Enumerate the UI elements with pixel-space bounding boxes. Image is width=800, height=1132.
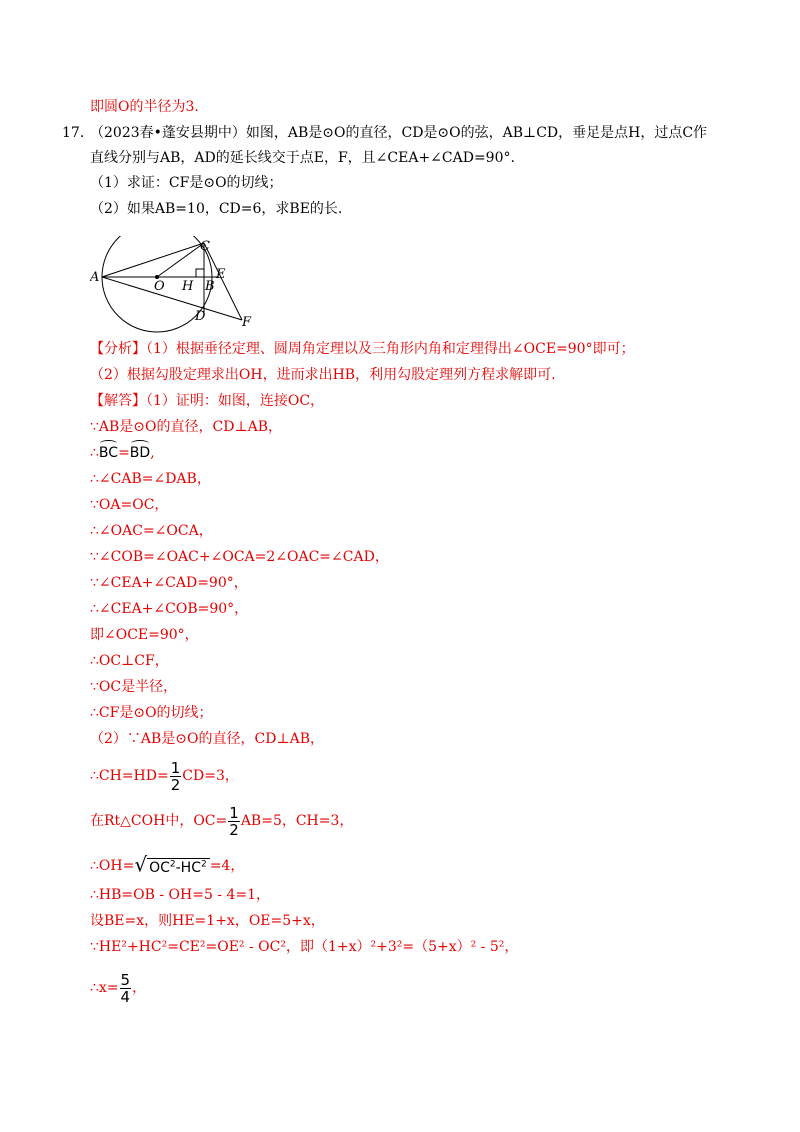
fraction-denominator: 2 — [170, 775, 181, 794]
problem-line-2: 直线分别与AB，AD的延长线交于点E，F，且∠CEA+∠CAD=90°. — [90, 150, 515, 166]
problem-line-1 — [90, 124, 707, 142]
previous-answer: 即圆O的半径为3. — [90, 99, 199, 115]
radicand-oc: OC — [149, 859, 170, 876]
fraction-five-quarters — [120, 972, 132, 1005]
solution-step-8: ∴∠CEA+∠COB=90°， — [90, 601, 249, 617]
fraction-one-half-2 — [228, 805, 240, 838]
radicand-hc: -HC — [175, 859, 201, 876]
x-prefix: ∴x= — [90, 980, 119, 996]
oh-prefix: ∴OH= — [90, 857, 135, 874]
solution-intro — [90, 392, 324, 410]
solution-tag: 【解答】 — [90, 393, 146, 409]
solution-step-5: ∴∠OAC=∠OCA， — [90, 523, 213, 539]
label-f: F — [242, 315, 252, 330]
part2-step-8 — [90, 970, 146, 1006]
part2-step-7: ∵HE²+HC²=CE²=OE² - OC²，即（1+x）²+3²=（5+x）² - 5²， — [90, 939, 519, 955]
label-e: E — [216, 267, 226, 282]
fraction-numerator-5: 5 — [120, 970, 131, 989]
question-2: （2）如果AB=10，CD=6，求BE的长. — [90, 201, 343, 217]
label-b: B — [205, 279, 215, 294]
therefore-symbol: ∴ — [90, 445, 99, 461]
label-h: H — [182, 279, 194, 294]
ch-hd-prefix: ∴CH=HD= — [90, 768, 169, 784]
solution-step-10: ∴OC⊥CF， — [90, 653, 169, 669]
label-a: A — [90, 270, 100, 285]
analysis-line-1 — [90, 340, 635, 358]
solution-step-3: ∴∠CAB=∠DAB， — [90, 471, 211, 487]
sqrt-expression — [134, 850, 209, 882]
right-angle-mark — [196, 269, 204, 277]
arc-bc: BC — [98, 445, 119, 461]
solution-step-4: ∵OA=OC， — [90, 497, 169, 513]
problem-statement-1: 如图，AB是⊙O的直径，CD是⊙O的弦，AB⊥CD，垂足是点H，过点C作 — [245, 125, 708, 141]
line-oc — [157, 243, 204, 277]
question-1: （1）求证：CF是⊙O的切线； — [90, 175, 283, 191]
radicand — [147, 858, 210, 876]
fraction-denominator-2: 2 — [229, 820, 239, 839]
line-af — [102, 277, 242, 320]
radicand-sup-1: 2 — [169, 859, 176, 869]
solution-intro-text: （1）证明：如图，连接OC， — [146, 393, 325, 409]
solution-step-12: ∴CF是⊙O的切线； — [90, 705, 213, 721]
fraction-numerator: 1 — [170, 758, 181, 777]
solution-step-6: ∵∠COB=∠OAC+∠OCA=2∠OAC=∠CAD， — [90, 549, 389, 565]
radicand-sup-2: 2 — [200, 859, 207, 869]
ch-hd-suffix: CD=3， — [182, 768, 239, 784]
fraction-denominator-4: 4 — [120, 987, 131, 1006]
line-ac — [102, 243, 204, 277]
radical-sign: √ — [134, 852, 148, 877]
oh-suffix: =4， — [209, 857, 245, 874]
analysis-line-2: （2）根据勾股定理求出OH，进而求出HB，利用勾股定理列方程求解即可. — [90, 367, 556, 383]
part2-step-6: 设BE=x，则HE=1+x，OE=5+x， — [90, 913, 325, 929]
analysis-tag: 【分析】 — [90, 341, 146, 357]
part2-step-3 — [90, 803, 353, 839]
fraction-one-half — [170, 760, 182, 793]
x-suffix: ， — [132, 980, 147, 996]
equals-sign: = — [118, 445, 130, 461]
part2-step-5: ∴HB=OB - OH=5 - 4=1， — [90, 887, 271, 903]
analysis-text-1: （1）根据垂径定理、圆周角定理以及三角形内角和定理得出∠OCE=90°即可； — [146, 341, 635, 357]
step-2-end: , — [150, 445, 155, 461]
solution-step-11: ∵OC是半径， — [90, 679, 178, 695]
solution-step-7: ∵∠CEA+∠CAD=90°， — [90, 575, 248, 591]
part2-step-4 — [90, 850, 244, 882]
label-o: O — [154, 279, 165, 294]
oc-suffix: AB=5，CH=3， — [240, 813, 354, 829]
part2-step-1: （2）∵AB是⊙O的直径，CD⊥AB， — [90, 731, 325, 747]
solution-step-9: 即∠OCE=90°， — [90, 627, 199, 643]
problem-number: 17. — [62, 125, 85, 141]
solution-step-1: ∵AB是⊙O的直径，CD⊥AB， — [90, 419, 283, 435]
problem-source: （2023春•蓬安县期中） — [90, 125, 246, 141]
label-d: D — [195, 309, 206, 324]
solution-step-2 — [90, 444, 155, 462]
fraction-numerator-2: 1 — [229, 803, 239, 822]
part2-step-2 — [90, 758, 239, 794]
label-c: C — [200, 239, 210, 254]
arc-bd: BD — [129, 445, 151, 461]
oc-prefix: 在Rt△COH中，OC= — [90, 813, 228, 829]
geometry-diagram — [90, 236, 270, 336]
